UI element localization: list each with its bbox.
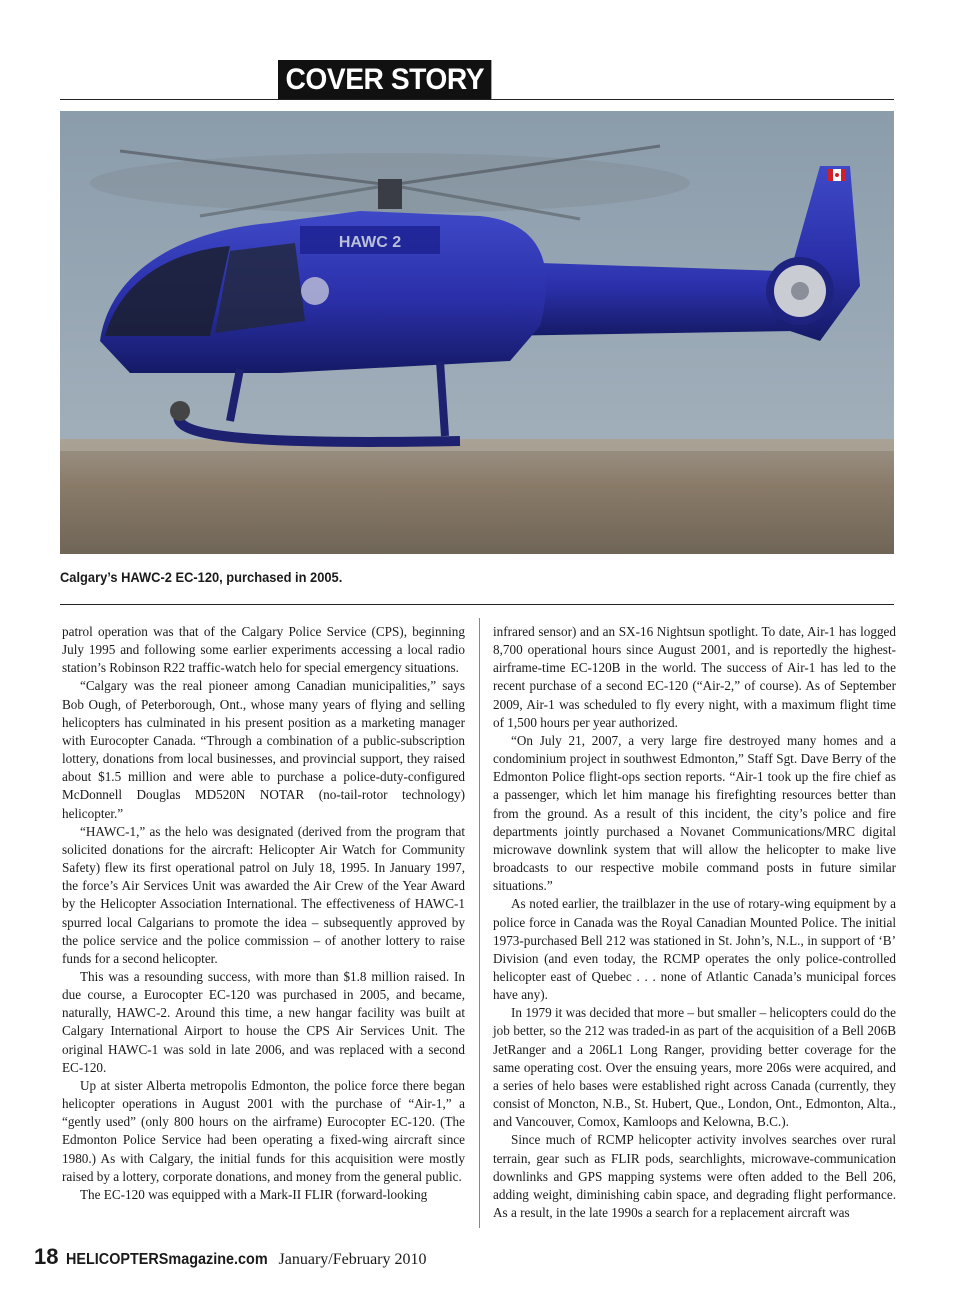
top-rule (60, 99, 894, 100)
paragraph: This was a resounding success, with more than $1.8 million raised. In due course, a Eurocopter EC-120 was purchased in 2005, and became, naturally, HAWC-2. Around this time, a new hangar facility was built at Calgary International Airport to house the CPS Air Services Unit. The original HAWC-1 was sold in late 2006, and was replaced with a second EC-120. (62, 968, 465, 1075)
article-column-right (493, 623, 896, 1222)
helicopter-photo (60, 111, 894, 554)
paragraph: “On July 21, 2007, a very large fire destroyed many homes and a condominium project in southwest Edmonton,” Staff Sgt. Dave Berry of the Edmonton Police flight-ops section reports. “Air-1 took up the fire chief as a passenger, which let him manage his firefighting resources better than from the ground. As a result of this incident, the city’s police and fire departments jointly purchased a Novanet Communications/MRC digital microwave downlink system that will allow the helicopter to make live broadcasts to our respective mobile command posts in future similar situations.” (493, 732, 896, 894)
page-footer (34, 1244, 427, 1270)
paragraph: Up at sister Alberta metropolis Edmonton, the police force there began helicopter operations in August 2001 with the purchase of “Air-1,” a “gently used” (only 800 hours on the airframe) Eurocopter EC-120. (The Edmonton Police Service had been operating a fixed-wing aircraft since 1980.) As with Calgary, the initial funds for this acquisition were mostly raised by a lottery, corporate donations, and money from the general public. (62, 1077, 465, 1184)
paragraph: “HAWC-1,” as the helo was designated (derived from the program that solicited donations for the aircraft: Helicopter Air Watch for Community Safety) flew its first operational patrol on July 18, 1995. In January 1997, the force’s Air Services Unit was awarded the Air Crew of the Year Award by the Helicopter Association International. The effectiveness of HAWC-1 spurred local Calgarians to promote the idea – subsequently approved by the police service and the police commission – of another lottery to raise funds for a second helicopter. (62, 823, 465, 966)
photo-caption: Calgary’s HAWC-2 EC-120, purchased in 2005. (60, 569, 343, 585)
paragraph: patrol operation was that of the Calgary Police Service (CPS), beginning July 1995 and following some earlier experiments accessing a local radio station’s Robinson R22 traffic-watch helo for special emergency situations. (62, 624, 465, 676)
paragraph: In 1979 it was decided that more – but smaller – helicopters could do the job better, so the 212 was traded-in as part of the acquisition of a Bell 206B JetRanger and a 206L1 Long Ranger, providing better coverage for the same operating cost. Over the ensuing years, more 206s were acquired, and a series of helo bases were established right across Canada (currently, they consist of Moncton, N.B., St. Hubert, Que., London, Ont., Edmonton, Alta., and Vancouver, Comox, Kamloops and Kelowna, B.C.). (493, 1005, 896, 1130)
paragraph: infrared sensor) and an SX-16 Nightsun spotlight. To date, Air-1 has logged 8,700 operational hours since August 2001, and is reportedly the highest-airframe-time EC-120B in the world. The success of Air-1 has led to the recent purchase of a second EC-120 (“Air-2,” of course). As of September 2009, Air-1 was scheduled to fly every night, with a maximum flight time of 1,500 hours per year authorized. (493, 624, 896, 730)
magazine-website: HELICOPTERSmagazine.com (66, 1251, 269, 1268)
livery-text: HAWC 2 (338, 234, 402, 251)
column-divider (479, 618, 480, 1228)
paragraph: Since much of RCMP helicopter activity involves searches over rural terrain, gear such as FLIR pods, searchlights, microwave-communication downlinks and GPS mapping systems were often added to the Bell 206, adding weight, diminishing cabin space, and degrading flight performance. As a result, in the late 1990s a search for a replacement aircraft was (493, 1132, 896, 1220)
caption-rule (60, 604, 894, 605)
page-number: 18 (34, 1244, 59, 1269)
issue-date: January/February 2010 (278, 1251, 427, 1268)
ground (60, 439, 894, 554)
section-banner: COVER STORY (278, 60, 492, 99)
paragraph: “Calgary was the real pioneer among Canadian municipalities,” says Bob Ough, of Peterborough, Ont., whose many years of flying and selling helicopters has culminated in his present position as a marketing manager with Eurocopter Canada. “Through a combination of a public-subscription lottery, donations from local businesses, and provincial support, they raised about $1.5 million and were able to purchase a police-duty-configured McDonnell Douglas MD520N NOTAR (no-tail-rotor technology) helicopter.” (62, 678, 465, 821)
paragraph: As noted earlier, the trailblazer in the use of rotary-wing equipment by a police force in Canada was the Royal Canadian Mounted Police. The initial 1973-purchased Bell 212 was stationed in St. John’s, N.L., in support of ‘B’ Division (and even today, the RCMP operates the only police-controlled helicopter east of Quebec . . . none of Atlantic Canada’s municipal forces have any). (493, 896, 896, 1003)
article-column-left (62, 623, 465, 1204)
paragraph: The EC-120 was equipped with a Mark-II FLIR (forward-looking (80, 1186, 428, 1202)
